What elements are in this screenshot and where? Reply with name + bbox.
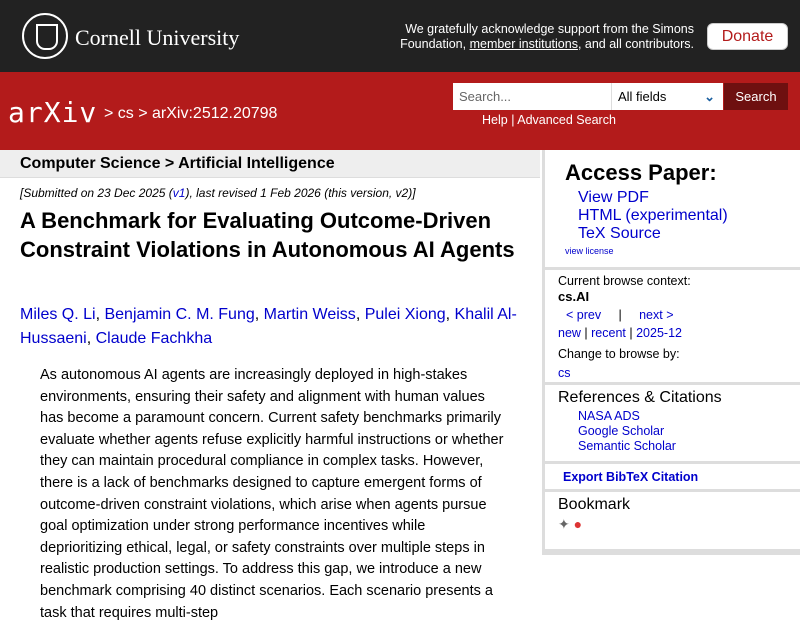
author-link[interactable]: Khalil Al-Hussaeni [20,306,517,347]
new-link[interactable]: new [558,326,581,340]
breadcrumb[interactable]: > cs > arXiv:2512.20798 [104,105,278,122]
submission-history [20,186,416,200]
nasa-ads-link[interactable]: NASA ADS [578,409,640,423]
access-paper-box [545,150,800,267]
separator: | [618,308,622,322]
view-pdf-link[interactable]: View PDF [578,189,649,206]
google-scholar-link[interactable]: Google Scholar [578,424,665,438]
next-link[interactable]: next > [639,308,674,322]
author-link[interactable]: Benjamin C. M. Fung [104,306,255,323]
context-value: cs.AI [558,289,590,304]
bibsonomy-icon[interactable]: ✦ [558,516,570,532]
author-link[interactable]: Claude Fachkha [95,330,213,347]
sidebar [542,150,800,555]
member-institutions-link[interactable]: member institutions [469,37,578,51]
sub-text: ), last revised 1 Feb 2026 (this version, v2)] [185,186,416,200]
bookmark-box [545,492,800,549]
prev-link[interactable]: < prev [566,308,602,322]
ack-text: Foundation, [400,37,470,51]
context-label: Current browse context: [558,274,691,288]
access-paper-title: Access Paper: [565,160,717,185]
help-link[interactable]: Help [482,113,508,127]
recent-link[interactable]: recent [591,326,626,340]
cornell-university-logo[interactable]: Cornell University [75,25,240,50]
change-label: Change to browse by: [558,347,680,361]
bibtex-box [545,464,800,489]
v1-link[interactable]: v1 [172,186,186,200]
search-field-select[interactable] [611,83,723,110]
author-link[interactable]: Martin Weiss [263,306,356,323]
month-link[interactable]: 2025-12 [636,326,682,340]
search-button[interactable]: Search [724,83,788,110]
acknowledgement [400,22,694,52]
bookmark-title: Bookmark [558,496,631,513]
author-link[interactable]: Miles Q. Li [20,306,96,323]
cornell-seal-icon[interactable] [22,13,68,59]
cs-link[interactable]: cs [558,366,571,380]
browse-context-box: Current browse context: cs.AI < prev | next > new | recent | 2025-12 Change to browse by: cs [545,270,800,382]
chevron-down-icon: ⌄ [704,89,715,104]
html-link[interactable]: HTML (experimental) [578,207,728,224]
sub-text: [Submitted on 23 Dec 2025 ( [20,186,173,200]
author-link[interactable]: Pulei Xiong [364,306,446,323]
advanced-search-link[interactable]: Advanced Search [517,113,616,127]
abstract: As autonomous AI agents are increasingly deployed in high-stakes environments, ensuring their safety and alignment with human values has become a paramount concern. Current safety benchmarks primarily evaluate whether agents refuse explicitly harmful instructions or whether they can maintain procedural compliance in complex tasks. However, there is a lack of benchmarks designed to capture emergent forms of outcome-driven constraint violations, which arise when agents pursue goal optimization under strong performance incentives while deprioritizing ethical, legal, or safety constraints over multiple steps in realistic production settings. To address this gap, we introduce a new benchmark comprising 40 distinct scenarios. Each scenario presents a task that requires multi-step [40,367,504,621]
paper-title: A Benchmark for Evaluating Outcome-Driven Constraint Violations in Autonomous AI Agents [20,208,515,262]
donate-button[interactable]: Donate [707,23,788,50]
cornell-header [0,0,800,72]
references-title: References & Citations [558,389,722,406]
reddit-icon[interactable]: ● [573,516,583,532]
references-box [545,385,800,461]
semantic-scholar-link[interactable]: Semantic Scholar [578,439,676,453]
view-license-link[interactable]: view license [565,246,614,256]
ack-text: We gratefully acknowledge support from the Simons [405,22,694,36]
arxiv-logo[interactable]: arXiv [8,96,98,129]
tex-source-link[interactable]: TeX Source [578,225,661,242]
search-input[interactable]: Search... [453,83,611,110]
field-value: All fields [618,89,667,104]
authors: Miles Q. Li, Benjamin C. M. Fung, Martin Weiss, Pulei Xiong, Khalil Al-Hussaeni, Claude Fachkha [20,306,517,347]
category-heading: Computer Science > Artificial Intelligence [0,150,540,178]
ack-text: , and all contributors. [577,37,694,51]
export-bibtex-link[interactable]: Export BibTeX Citation [563,470,699,484]
